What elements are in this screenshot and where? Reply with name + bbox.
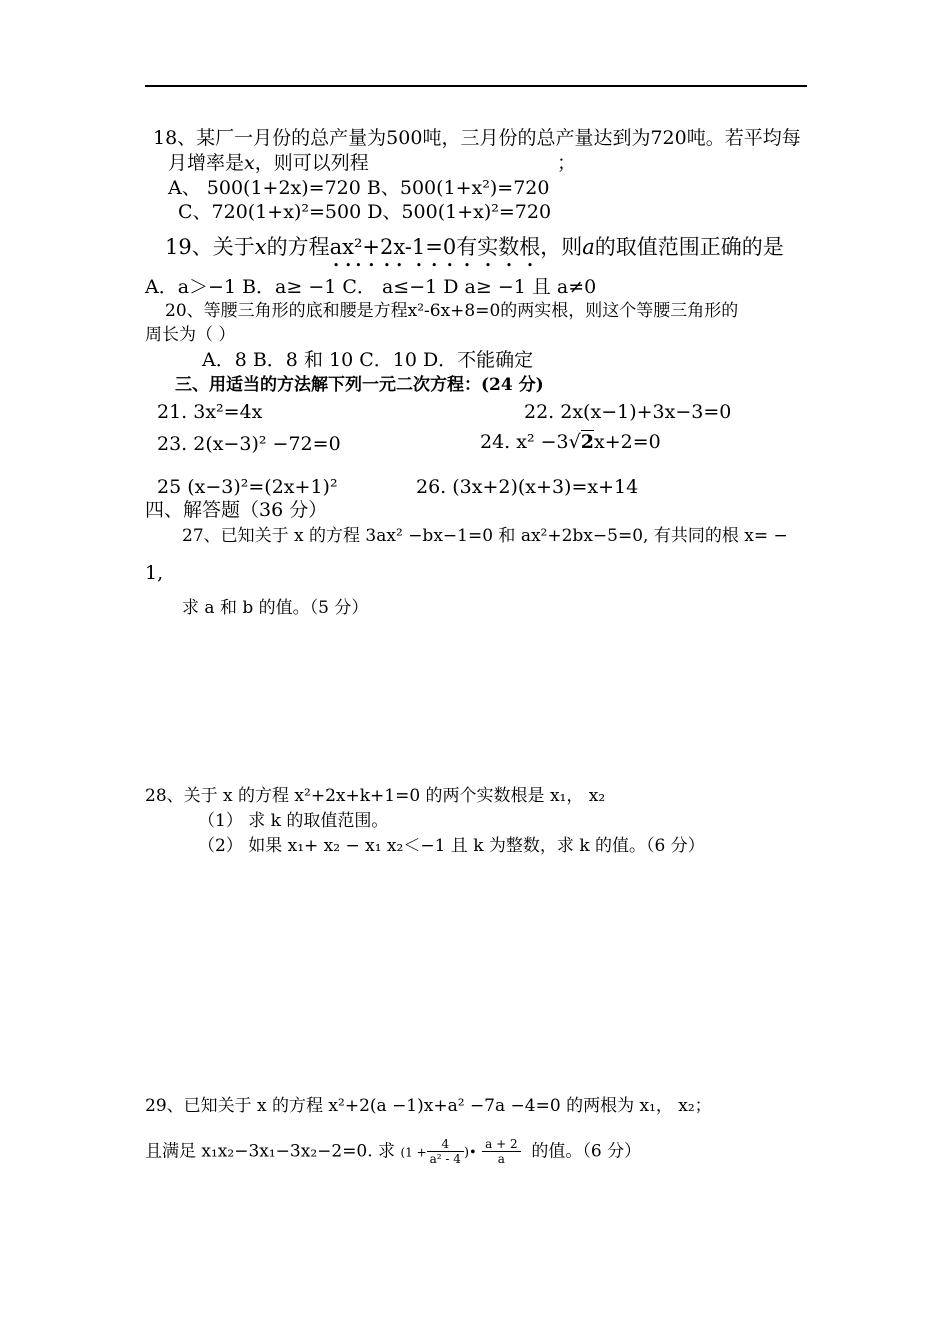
q27-line2: 1,: [145, 562, 164, 584]
q18-line2: 月增率是x，则可以列程: [168, 152, 369, 174]
q28-part1: （1） 求 k 的取值范围。: [198, 811, 389, 831]
q22: 22. 2x(x−1)+3x−3=0: [524, 401, 732, 423]
fraction-4-over-a2-minus-4: $\frac{4}{\text{a² - 4}}$: [427, 1137, 464, 1167]
header-rule: [145, 85, 807, 87]
q18-semicolon: ；: [557, 152, 577, 174]
q28-line1: 28、关于 x 的方程 x²+2x+k+1=0 的两个实数根是 x₁， x₂: [145, 786, 606, 806]
q18-options-cd: C、720(1+x)²=500 D、500(1+x)²=720: [178, 201, 552, 223]
q18-options-ab: A、 500(1+2x)=720 B、500(1+x²)=720: [168, 177, 550, 199]
q29-line2: 且满足 x₁x₂−3x₁−3x₂−2=0. 求 (1 + $\frac{4}{\text{a² - 4}}$ )• $\frac{a + 2}{a}$ 的值。（6 分）: [145, 1137, 642, 1167]
q18-line1: 18、某厂一月份的总产量为500吨，三月份的总产量达到为720吨。若平均每: [153, 127, 801, 149]
q27-line1: 27、已知关于 x 的方程 3ax² −bx−1=0 和 ax²+2bx−5=0, 有共同的根 x= −: [182, 526, 788, 546]
section4-title: 四、解答题（36 分）: [145, 499, 328, 521]
q23: 23. 2(x−3)² −72=0: [157, 433, 341, 455]
section3-title: 三、用适当的方法解下列一元二次方程：(24 分): [175, 375, 544, 395]
q19-stem: 19、关于x的方程ax²+2x-1=0有实数根，则a的取值范围正确的是: [165, 235, 784, 259]
q28-part2: （2） 如果 x₁+ x₂ − x₁ x₂＜−1 且 k 为整数，求 k 的值。（6 分）: [198, 836, 705, 856]
q20-line1: 20、等腰三角形的底和腰是方程x²-6x+8=0的两实根，则这个等腰三角形的: [165, 301, 739, 321]
fraction-a-plus-2-over-a: $\frac{a + 2}{a}$: [482, 1137, 520, 1167]
q24: 24. x² −3√2x+2=0: [480, 431, 661, 453]
q25: 25 (x−3)²=(2x+1)²: [157, 476, 338, 498]
q20-line2: 周长为（ ）: [145, 325, 236, 345]
q19-options: A．a＞−1 B．a≥ −1 C． a≤−1 D a≥ −1 且 a≠0: [145, 276, 597, 298]
q21: 21. 3x²=4x: [157, 401, 263, 423]
q26: 26. (3x+2)(x+3)=x+14: [416, 476, 639, 498]
q29-line1: 29、已知关于 x 的方程 x²+2(a −1)x+a² −7a −4=0 的两根为 x₁， x₂；: [145, 1096, 712, 1116]
q27-line3: 求 a 和 b 的值。（5 分）: [182, 598, 369, 618]
q20-options: A．8 B．8 和 10 C．10 D．不能确定: [202, 349, 534, 371]
